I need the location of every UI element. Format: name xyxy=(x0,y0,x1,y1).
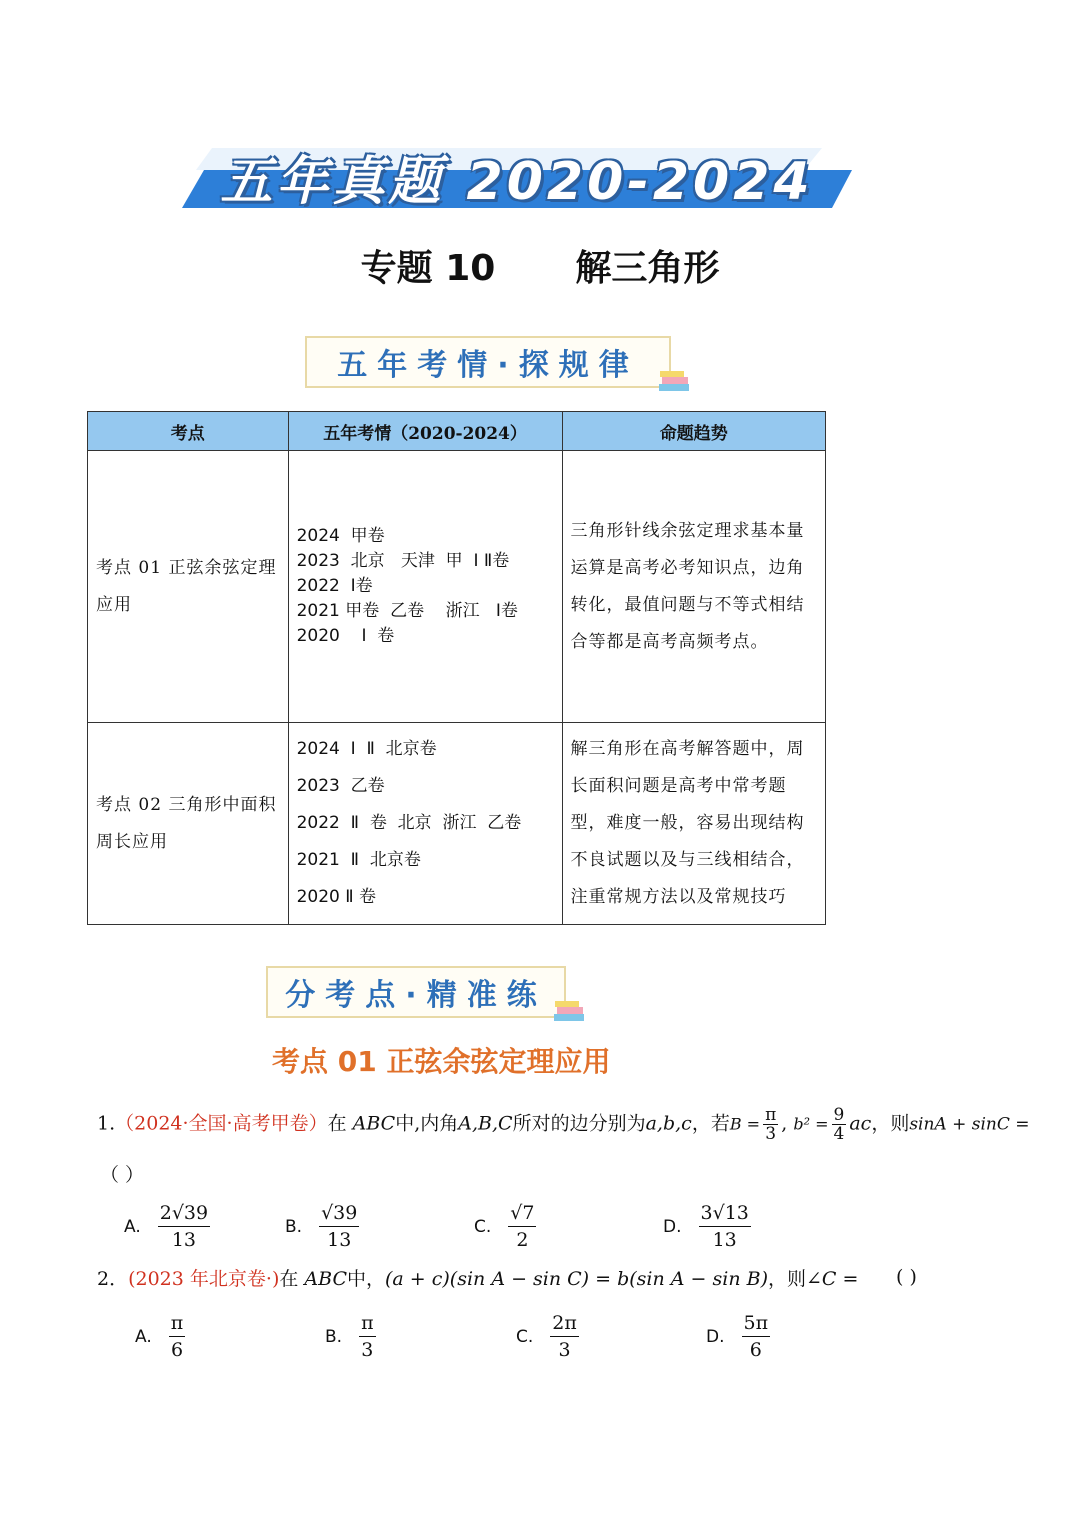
table-row xyxy=(88,451,826,723)
topic-number: 专题 10 xyxy=(360,248,496,289)
stem-text: 在 xyxy=(279,1268,299,1290)
fraction-numerator: π xyxy=(765,1105,777,1125)
cell-point: 考点 02 三角形中面积周长应用 xyxy=(88,723,289,925)
year-line: 2022 Ⅱ 卷 北京 浙江 乙卷 xyxy=(296,813,522,833)
fraction-numerator: √7 xyxy=(508,1200,536,1227)
fraction-numerator: 5π xyxy=(742,1310,771,1337)
fraction-numerator: 2π xyxy=(550,1310,579,1337)
year-line: 2024 甲卷 xyxy=(296,526,385,546)
fraction-numerator: π xyxy=(359,1310,376,1337)
books-icon xyxy=(657,368,691,394)
exam-trend-table xyxy=(87,411,826,925)
triangle-name: ABC xyxy=(352,1112,396,1135)
header-point: 考点 xyxy=(88,412,289,451)
question-source: （2024·全国·高考甲卷） xyxy=(115,1112,328,1135)
topic-name: 解三角形 xyxy=(575,248,720,289)
option-d[interactable] xyxy=(663,1200,754,1253)
condition-1-lhs: B = xyxy=(729,1114,761,1134)
question-number: 2． xyxy=(97,1268,129,1290)
question-2-stem xyxy=(97,1264,858,1291)
fraction-numerator: 9 xyxy=(833,1105,845,1125)
year-line: 2023 北京 天津 甲 Ⅰ Ⅱ卷 xyxy=(296,551,510,571)
option-letter: A. xyxy=(124,1216,141,1237)
year-line: 2020 Ⅱ 卷 xyxy=(296,887,377,907)
option-letter: B. xyxy=(325,1326,343,1347)
answer-paren: （ ） xyxy=(100,1164,145,1186)
fraction-numerator: π xyxy=(169,1310,186,1337)
fraction-denominator: 13 xyxy=(712,1229,737,1251)
cell-years xyxy=(288,723,562,925)
option-fraction xyxy=(319,1200,359,1253)
option-fraction xyxy=(169,1310,186,1363)
fraction-numerator: 3√13 xyxy=(699,1200,751,1227)
option-fraction xyxy=(742,1310,771,1363)
section-label-text: 分考点·精准练 xyxy=(285,978,547,1013)
table-header-row xyxy=(88,412,826,451)
cell-trend: 解三角形在高考解答题中，周长面积问题是高考中常考题型，难度一般，容易出现结构不良试题以及与三线相结合，注重常规方法以及常规技巧 xyxy=(562,723,826,925)
option-d[interactable] xyxy=(706,1310,773,1363)
year-line: 2021 甲卷 乙卷 浙江 Ⅰ卷 xyxy=(296,601,518,621)
option-letter: B. xyxy=(285,1216,303,1237)
stem-text: ，若 xyxy=(691,1112,730,1135)
year-line: 2024 Ⅰ Ⅱ 北京卷 xyxy=(296,739,437,759)
triangle-name: ABC xyxy=(304,1268,347,1290)
option-fraction xyxy=(359,1310,376,1363)
fraction-denominator: 13 xyxy=(171,1229,197,1251)
year-line: 2023 乙卷 xyxy=(296,776,385,796)
option-letter: C. xyxy=(474,1216,492,1237)
section-label-trends xyxy=(305,336,671,388)
title-banner xyxy=(182,140,852,212)
question-1-stem: 1.（2024·全国·高考甲卷）在 ABC中,内角A,B,C所对的边分别为a,b,c，若B = $\frac{\pi}{3}$ , b² = $\frac{9}{4}$ ac，则sinA + sinC = xyxy=(97,1105,1030,1144)
sides: a,b,c xyxy=(645,1112,692,1135)
fraction-numerator: √39 xyxy=(319,1200,359,1227)
table-row xyxy=(88,723,826,925)
banner-text: 五年真题 2020-2024 xyxy=(220,151,814,212)
answer-paren: ( ) xyxy=(896,1266,917,1288)
option-fraction xyxy=(699,1200,751,1253)
stem-text: 在 xyxy=(327,1112,347,1135)
condition-2-rhs: ac xyxy=(849,1112,872,1135)
question-source: (2023 年北京卷·) xyxy=(128,1268,280,1290)
condition-1-fraction xyxy=(763,1106,778,1143)
option-fraction xyxy=(158,1200,210,1253)
year-line: 2022 Ⅰ卷 xyxy=(296,576,373,596)
books-icon xyxy=(552,998,586,1024)
fraction-denominator: 13 xyxy=(327,1229,352,1251)
condition-2-fraction xyxy=(832,1106,847,1143)
option-a[interactable] xyxy=(135,1310,188,1363)
option-fraction xyxy=(508,1200,536,1253)
stem-text: 所对的边分别为 xyxy=(512,1112,646,1135)
option-b[interactable] xyxy=(325,1310,379,1363)
fraction-denominator: 3 xyxy=(558,1339,571,1361)
point-heading: 考点 01 正弦余弦定理应用 xyxy=(272,1045,611,1078)
equation: (a + c)(sin A − sin C) = b(sin A − sin B) xyxy=(385,1268,768,1290)
option-letter: D. xyxy=(706,1326,725,1347)
fraction-denominator: 6 xyxy=(170,1339,184,1361)
cell-point: 考点 01 正弦余弦定理应用 xyxy=(88,451,289,723)
stem-text: 中， xyxy=(347,1268,386,1290)
option-letter: A. xyxy=(135,1326,152,1347)
fraction-denominator: 2 xyxy=(516,1229,529,1251)
option-b[interactable] xyxy=(285,1200,362,1253)
header-trend: 命题趋势 xyxy=(562,412,826,451)
question-ask: ∠C = xyxy=(806,1268,859,1290)
fraction-numerator: 2√39 xyxy=(158,1200,210,1227)
option-c[interactable] xyxy=(474,1200,539,1253)
year-line: 2020 Ⅰ 卷 xyxy=(296,626,395,646)
fraction-denominator: 6 xyxy=(749,1339,762,1361)
year-line: 2021 Ⅱ 北京卷 xyxy=(296,850,421,870)
option-a[interactable] xyxy=(124,1200,213,1253)
option-c[interactable] xyxy=(516,1310,582,1363)
condition-2-lhs: b² = xyxy=(793,1114,829,1134)
angles: A,B,C xyxy=(458,1112,513,1135)
cell-trend: 三角形针线余弦定理求基本量运算是高考必考知识点，边角转化，最值问题与不等式相结合等都是高考高频考点。 xyxy=(562,451,826,723)
fraction-denominator: 3 xyxy=(361,1339,374,1361)
question-ask: sinA + sinC = xyxy=(909,1114,1030,1135)
fraction-denominator: 4 xyxy=(833,1124,845,1144)
stem-text: ，则 xyxy=(767,1268,806,1290)
option-fraction xyxy=(550,1310,579,1363)
section-label-practice xyxy=(266,966,566,1018)
question-number: 1. xyxy=(97,1112,116,1135)
header-years: 五年考情（2020-2024） xyxy=(288,412,562,451)
page-title xyxy=(0,240,1080,291)
option-letter: D. xyxy=(663,1216,682,1237)
stem-text: 中,内角 xyxy=(395,1112,459,1135)
option-letter: C. xyxy=(516,1326,534,1347)
cell-years xyxy=(288,451,562,723)
fraction-denominator: 3 xyxy=(765,1124,777,1144)
section-label-text: 五年考情·探规律 xyxy=(337,348,639,383)
stem-text: ，则 xyxy=(871,1112,910,1135)
